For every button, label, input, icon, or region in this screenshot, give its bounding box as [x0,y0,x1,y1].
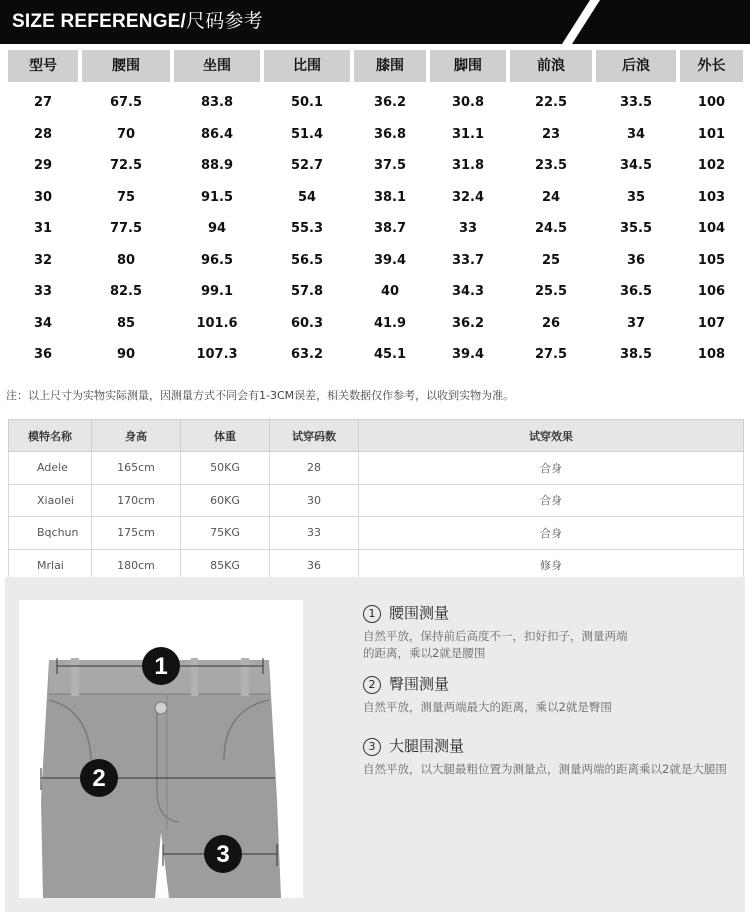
instruction-title: 大腿围测量 [389,737,465,755]
measurement-guide [5,577,745,912]
size-table-cell: 56.5 [290,252,324,268]
size-table-cell: 60.3 [290,315,324,331]
model-table-cell: 合身 [359,517,744,550]
size-table-cell: 35.5 [619,221,653,236]
size-table-cell: 57.8 [290,284,324,299]
model-header-cell: 试穿效果 [359,420,744,452]
size-table-cell: 39.4 [451,347,485,362]
size-table-cell: 28 [33,126,53,142]
size-table-cell: 32.4 [451,189,485,205]
size-table-cell: 23 [541,126,561,142]
model-table-cell: 修身 [359,549,744,582]
instruction-title: 腰围测量 [389,604,450,622]
instruction-number: 1 [363,605,381,623]
size-table-cell: 105 [697,252,726,268]
size-table-cell: 67.5 [109,95,143,110]
size-table-cell: 33.7 [451,252,485,268]
model-table-header [9,420,744,452]
size-table-cell: 36 [626,252,646,268]
instruction-desc-line: 的距离，乘以2就是腰围 [363,646,486,660]
pants-illustration-frame [19,600,303,898]
size-table-cell: 31 [33,221,53,236]
size-table-cell: 34.5 [619,158,653,173]
model-header-cell: 身高 [92,420,181,452]
size-table-cell: 55.3 [290,221,324,236]
instruction-number: 3 [363,738,381,756]
size-table-cell: 99.1 [200,284,234,299]
size-table-cell: 32 [33,252,53,268]
size-table-cell: 85 [116,315,136,331]
size-table-cell: 108 [697,347,726,362]
size-table-cell: 33 [458,221,478,236]
size-table-cell: 96.5 [200,252,234,268]
size-table-cell: 27.5 [534,347,568,362]
size-header-cell: 前浪 [510,50,592,82]
model-table-cell: 85KG [181,549,270,582]
belt-loop [191,658,198,696]
size-table-cell: 24 [541,189,561,205]
model-table-cell: Adele [9,452,92,485]
size-table-cell: 25.5 [534,284,568,299]
instruction-title: 臀围测量 [389,675,450,693]
model-table-row [9,452,744,485]
size-table-cell: 54 [297,189,317,205]
model-table-cell: 33 [270,517,359,550]
size-table-cell: 63.2 [290,347,324,362]
banner-title [12,0,263,44]
size-table-row [8,213,743,245]
size-table-cell: 102 [697,158,726,173]
size-table-cell: 38.1 [373,189,407,205]
model-table-cell: 75KG [181,517,270,550]
instruction-desc [363,699,612,716]
model-table-row [9,517,744,550]
size-header-cell: 后浪 [596,50,676,82]
model-table-cell: 合身 [359,484,744,517]
size-table-cell: 37 [626,315,646,331]
instruction-hip [363,673,612,716]
instruction-heading [363,735,727,757]
size-table-cell: 104 [697,221,726,236]
marker-hip-label: 2 [92,765,106,792]
instruction-thigh [363,735,727,778]
banner-title-en: SIZE REFERENGE/ [12,11,187,32]
size-table-cell: 30.8 [451,95,485,110]
size-table-row [8,339,743,371]
size-table-cell: 72.5 [109,158,143,173]
size-table-cell: 34 [626,126,646,142]
size-table-cell: 106 [697,284,726,299]
size-table-cell: 107.3 [196,347,238,362]
size-table-cell: 22.5 [534,95,568,110]
model-header-cell: 模特名称 [9,420,92,452]
size-table-cell: 39.4 [373,252,407,268]
size-table-cell: 101 [697,126,726,142]
size-table-cell: 94 [207,221,227,236]
model-table-cell: 180cm [92,549,181,582]
size-table [8,50,743,371]
size-table-cell: 41.9 [373,315,407,331]
size-table-cell: 103 [697,189,726,205]
size-table-cell: 86.4 [200,126,234,142]
size-table-cell: 40 [380,284,400,299]
size-table-cell: 31.8 [451,158,485,173]
size-table-cell: 45.1 [373,347,407,362]
size-table-cell: 52.7 [290,158,324,173]
size-table-row [8,87,743,119]
instruction-desc-line: 自然平放，以大腿最粗位置为测量点，测量两端的距离乘以2就是大腿围 [363,762,727,776]
size-table-cell: 23.5 [534,158,568,173]
size-table-cell: 51.4 [290,126,324,142]
size-table-cell: 36.5 [619,284,653,299]
size-table-cell: 82.5 [109,284,143,299]
size-table-row [8,150,743,182]
size-table-cell: 91.5 [200,189,234,205]
size-table-cell: 38.5 [619,347,653,362]
instruction-desc-line: 自然平放，测量两端最大的距离，乘以2就是臀围 [363,700,612,714]
measurement-note: 注：以上尺寸为实物实际测量，因测量方式不同会有1-3CM误差，相关数据仅作参考，以收到实物为准。 [6,389,515,402]
model-table-cell: 28 [270,452,359,485]
instruction-desc-line: 自然平放，保持前后高度不一，扣好扣子，测量两端 [363,629,628,643]
belt-loop [71,658,79,696]
model-table [8,419,744,582]
model-table-cell: Bqchun [9,517,92,550]
model-table-cell: 175cm [92,517,181,550]
size-table-cell: 36.8 [373,126,407,142]
size-table-cell: 50.1 [290,95,324,110]
size-header-cell: 脚围 [430,50,506,82]
size-header-cell: 比围 [264,50,350,82]
header-banner [0,0,750,44]
size-table-cell: 35 [626,189,646,205]
size-table-cell: 30 [33,189,53,205]
size-table-cell: 80 [116,252,136,268]
size-table-row [8,245,743,277]
size-table-cell: 75 [116,189,136,205]
size-table-cell: 36 [33,347,53,362]
size-header-cell: 膝围 [354,50,426,82]
model-table-cell: 60KG [181,484,270,517]
size-table-cell: 26 [541,315,561,331]
model-table-cell: 36 [270,549,359,582]
model-table-row [9,484,744,517]
size-table-row [8,182,743,214]
model-header-cell: 试穿码数 [270,420,359,452]
size-table-row [8,119,743,151]
size-table-cell: 77.5 [109,221,143,236]
model-table-cell: 165cm [92,452,181,485]
size-table-cell: 70 [116,126,136,142]
model-table-cell: Mrlai [9,549,92,582]
size-header-cell: 腰围 [82,50,170,82]
size-table-cell: 25 [541,252,561,268]
belt-loop [241,658,249,696]
size-table-cell: 36.2 [451,315,485,331]
size-table-cell: 107 [697,315,726,331]
model-table-cell: 170cm [92,484,181,517]
size-table-cell: 31.1 [451,126,485,142]
size-header-cell: 外长 [680,50,743,82]
marker-thigh-label: 3 [216,841,230,868]
size-table-cell: 33.5 [619,95,653,110]
size-table-cell: 90 [116,347,136,362]
model-table-cell: 合身 [359,452,744,485]
size-table-row [8,308,743,340]
pants-illustration [19,600,303,898]
model-table-cell: 30 [270,484,359,517]
model-header-cell: 体重 [181,420,270,452]
size-table-cell: 27 [33,95,53,110]
size-table-cell: 83.8 [200,95,234,110]
size-table-row [8,276,743,308]
model-table-cell: Xiaolei [9,484,92,517]
size-table-cell: 101.6 [196,315,238,331]
size-header-cell: 坐围 [174,50,260,82]
size-table-cell: 24.5 [534,221,568,236]
size-table-cell: 88.9 [200,158,234,173]
instruction-desc [363,628,628,662]
size-table-cell: 36.2 [373,95,407,110]
instruction-number: 2 [363,676,381,694]
instruction-heading [363,602,628,624]
model-table-body [9,452,744,582]
instruction-heading [363,673,612,695]
size-header-cell: 型号 [8,50,78,82]
size-table-cell: 34 [33,315,53,331]
banner-title-cn: 尺码参考 [186,11,263,32]
size-table-body [8,82,743,371]
size-table-header [8,50,743,82]
size-table-cell: 29 [33,158,53,173]
size-table-cell: 33 [33,284,53,299]
size-table-cell: 37.5 [373,158,407,173]
marker-waist-label: 1 [154,653,168,680]
instruction-waist [363,602,628,662]
size-table-cell: 100 [697,95,726,110]
instruction-desc [363,761,727,778]
size-table-cell: 38.7 [373,221,407,236]
model-table-cell: 50KG [181,452,270,485]
size-table-cell: 34.3 [451,284,485,299]
